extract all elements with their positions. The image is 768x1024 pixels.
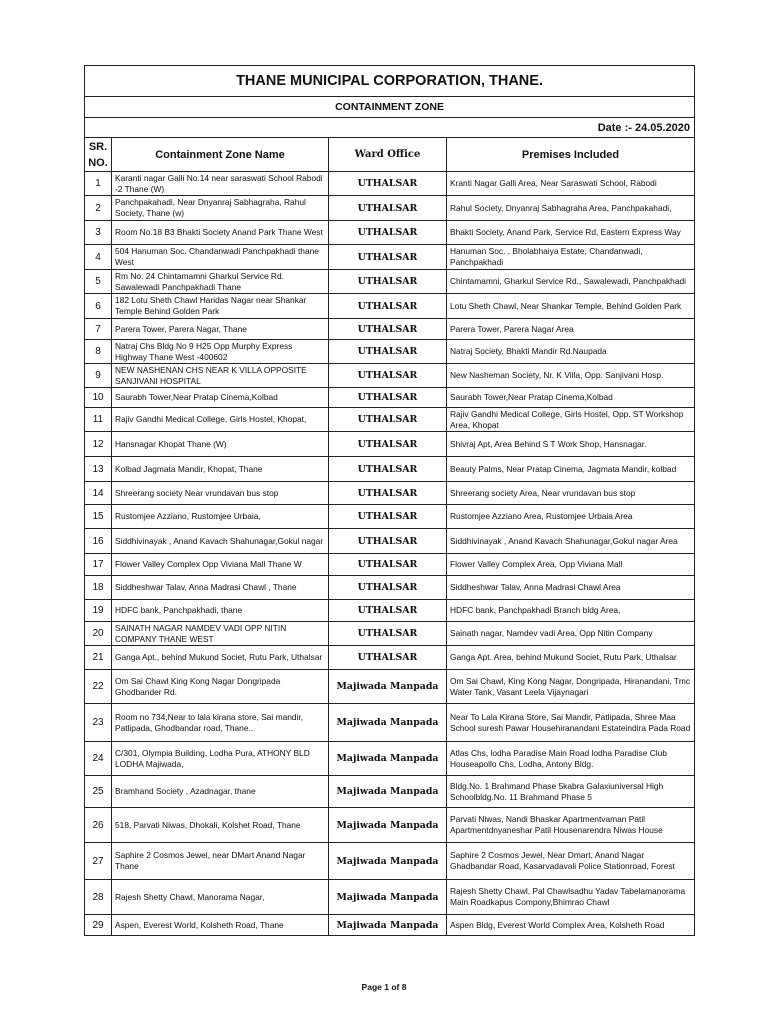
- row-ward-office: UTHALSAR: [329, 245, 447, 270]
- row-sr-no: 12: [85, 432, 112, 457]
- row-ward-office: UTHALSAR: [329, 482, 447, 505]
- row-sr-no: 5: [85, 270, 112, 294]
- table-row: [85, 294, 695, 319]
- table-row: [85, 704, 695, 742]
- page-footer: Page 1 of 8: [361, 982, 407, 992]
- containment-zone-sheet: [84, 65, 694, 936]
- row-premises: Siddhivinayak , Anand Kavach Shahunagar,Gokul nagar Area: [447, 529, 695, 554]
- row-zone-name: Rajesh Shetty Chawl, Manorama Nagar,: [112, 880, 329, 915]
- row-sr-no: 15: [85, 505, 112, 529]
- table-row: [85, 670, 695, 704]
- row-ward-office: UTHALSAR: [329, 622, 447, 646]
- row-zone-name: Kolbad Jagmata Mandir, Khopat, Thane: [112, 457, 329, 482]
- table-row: [85, 245, 695, 270]
- row-zone-name: 504 Hanuman Soc. Chandanwadi Panchpakhadi thane West: [112, 245, 329, 270]
- row-ward-office: UTHALSAR: [329, 319, 447, 340]
- row-zone-name: HDFC bank, Panchpakhadi, thane: [112, 600, 329, 622]
- row-zone-name: 518, Parvati Niwas, Dhokali, Kolshet Road, Thane: [112, 808, 329, 843]
- row-ward-office: Majiwada Manpada: [329, 915, 447, 936]
- table-row: [85, 622, 695, 646]
- document-subtitle: CONTAINMENT ZONE: [85, 97, 695, 118]
- row-premises: Ganga Apt. Area, behind Mukund Societ, Rutu Park, Uthalsar: [447, 646, 695, 670]
- row-premises: Rajesh Shetty Chawl, Pal Chawlsadhu Yadav Tabelamanorama Main Roadkapus Compony,Bhimrao Chawl: [447, 880, 695, 915]
- row-premises: Near To Lala Kirana Store, Sai Mandir, Patlipada, Shree Maa School suresh Pawar Househiranandani Estateindira Pada Road: [447, 704, 695, 742]
- table-row: [85, 915, 695, 936]
- row-premises: Flower Valley Complex Area, Opp Viviana Mall: [447, 554, 695, 576]
- row-premises: Aspen Bldg, Everest World Complex Area, Kolsheth Road: [447, 915, 695, 936]
- row-zone-name: NEW NASHENAN CHS NEAR K VILLA OPPOSITE SANJIVANI HOSPITAL: [112, 364, 329, 388]
- table-header-row: [85, 138, 695, 172]
- row-ward-office: UTHALSAR: [329, 221, 447, 245]
- row-sr-no: 25: [85, 776, 112, 808]
- row-sr-no: 2: [85, 196, 112, 221]
- row-sr-no: 17: [85, 554, 112, 576]
- table-row: [85, 529, 695, 554]
- row-ward-office: UTHALSAR: [329, 432, 447, 457]
- row-sr-no: 4: [85, 245, 112, 270]
- table-row: [85, 432, 695, 457]
- row-zone-name: Room No.18 B3 Bhakti Society Anand Park Thane West: [112, 221, 329, 245]
- row-sr-no: 11: [85, 408, 112, 432]
- row-zone-name: Aspen, Everest World, Kolsheth Road, Thane: [112, 915, 329, 936]
- row-premises: Hanuman Soc. , Bholabhaiya Estate, Chandanwadi, Panchpakhadi: [447, 245, 695, 270]
- row-sr-no: 23: [85, 704, 112, 742]
- row-zone-name: Parera Tower, Parera Nagar, Thane: [112, 319, 329, 340]
- row-sr-no: 16: [85, 529, 112, 554]
- row-sr-no: 3: [85, 221, 112, 245]
- header-sr-no: SR. NO.: [85, 138, 112, 172]
- row-sr-no: 28: [85, 880, 112, 915]
- table-row: [85, 505, 695, 529]
- table-row: [85, 319, 695, 340]
- row-zone-name: Rajiv Gandhi Medical College, Girls Hostel, Khopat,: [112, 408, 329, 432]
- header-zone-name: Containment Zone Name: [112, 138, 329, 172]
- row-zone-name: Saurabh Tower,Near Pratap Cinema,Kolbad: [112, 388, 329, 408]
- row-premises: Atlas Chs, lodha Paradise Main Road lodha Paradise Club Houseapollo Chs, Lodha, Antony Bldg.: [447, 742, 695, 776]
- row-ward-office: UTHALSAR: [329, 457, 447, 482]
- row-premises: Lotu Sheth Chawl, Near Shankar Temple, Behind Golden Park: [447, 294, 695, 319]
- table-row: [85, 196, 695, 221]
- row-zone-name: Room no 734,Near to lala kirana store, Sai mandir, Patlipada, Ghodbandar road, Thane..: [112, 704, 329, 742]
- row-ward-office: Majiwada Manpada: [329, 670, 447, 704]
- row-ward-office: UTHALSAR: [329, 529, 447, 554]
- row-ward-office: UTHALSAR: [329, 388, 447, 408]
- row-premises: Shivraj Apt, Area Behind S T Work Shop, Hansnagar.: [447, 432, 695, 457]
- table-row: [85, 554, 695, 576]
- table-row: [85, 172, 695, 196]
- table-row: [85, 808, 695, 843]
- row-ward-office: Majiwada Manpada: [329, 776, 447, 808]
- row-zone-name: Ganga Apt., behind Mukund Societ, Rutu Park, Uthalsar: [112, 646, 329, 670]
- row-sr-no: 19: [85, 600, 112, 622]
- table-row: [85, 457, 695, 482]
- row-sr-no: 27: [85, 843, 112, 880]
- table-row: [85, 408, 695, 432]
- row-ward-office: Majiwada Manpada: [329, 808, 447, 843]
- row-premises: HDFC bank, Panchpakhadi Branch bldg Area,: [447, 600, 695, 622]
- row-sr-no: 7: [85, 319, 112, 340]
- row-zone-name: Rustomjee Azziano, Rustomjee Urbaia,: [112, 505, 329, 529]
- row-ward-office: UTHALSAR: [329, 196, 447, 221]
- row-zone-name: Panchpakahadi, Near Dnyanraj Sabhagraha, Rahul Society, Thane (w): [112, 196, 329, 221]
- row-ward-office: UTHALSAR: [329, 600, 447, 622]
- containment-zone-table: [84, 65, 695, 936]
- row-zone-name: Flower Valley Complex Opp Viviana Mall Thane W: [112, 554, 329, 576]
- row-sr-no: 29: [85, 915, 112, 936]
- row-sr-no: 8: [85, 340, 112, 364]
- table-row: [85, 776, 695, 808]
- row-ward-office: Majiwada Manpada: [329, 704, 447, 742]
- table-row: [85, 340, 695, 364]
- row-zone-name: Rm No. 24 Chintamamni Gharkul Service Rd. Sawalewadi Panchpakhadi Thane: [112, 270, 329, 294]
- row-ward-office: UTHALSAR: [329, 294, 447, 319]
- row-premises: Rustomjee Azziano Area, Rustomjee Urbaia Area: [447, 505, 695, 529]
- row-premises: Shreerang society Area, Near vrundavan bus stop: [447, 482, 695, 505]
- table-row: [85, 270, 695, 294]
- row-premises: Parvati Niwas, Nandi Bhaskar Apartmentvaman Patil Apartmentdnyaneshar Patil Housenarendra Niwas House: [447, 808, 695, 843]
- row-zone-name: C/301, Olympia Building, Lodha Pura, ATHONY BLD LODHA Majiwada,: [112, 742, 329, 776]
- row-premises: Saphire 2 Cosmos Jewel, Near Dmart, Anand Nagar Ghadbandar Road, Kasarvadavali Police Stationroad, Forest: [447, 843, 695, 880]
- row-zone-name: Siddheshwar Talav, Anna Madrasi Chawl , Thane: [112, 576, 329, 600]
- row-ward-office: UTHALSAR: [329, 408, 447, 432]
- table-row: [85, 600, 695, 622]
- row-sr-no: 10: [85, 388, 112, 408]
- row-premises: Parera Tower, Parera Nagar Area: [447, 319, 695, 340]
- header-ward-office: Ward Office: [329, 138, 447, 172]
- table-row: [85, 221, 695, 245]
- row-premises: Bhakti Society, Anand Park, Service Rd, Eastern Express Way: [447, 221, 695, 245]
- row-premises: Rajiv Gandhi Medical College, Girls Hostel, Opp. ST Workshop Area, Khopat: [447, 408, 695, 432]
- table-row: [85, 646, 695, 670]
- row-sr-no: 9: [85, 364, 112, 388]
- row-premises: Om Sai Chawl, King Kong Nagar, Dongripada, Hiranandani, Tmc Water Tank, Vasant Leela Vijaynagari: [447, 670, 695, 704]
- row-sr-no: 13: [85, 457, 112, 482]
- table-row: [85, 482, 695, 505]
- row-ward-office: UTHALSAR: [329, 646, 447, 670]
- document-date: Date :- 24.05.2020: [85, 118, 695, 138]
- row-premises: Beauty Palms, Near Pratap Cinema, Jagmata Mandir, kolbad: [447, 457, 695, 482]
- table-row: [85, 742, 695, 776]
- row-sr-no: 1: [85, 172, 112, 196]
- row-ward-office: UTHALSAR: [329, 172, 447, 196]
- row-ward-office: Majiwada Manpada: [329, 742, 447, 776]
- row-premises: Siddheshwar Talav, Anna Madrasi Chawl Area: [447, 576, 695, 600]
- row-zone-name: Karanti nagar Galli No.14 near saraswati School Rabodi -2 Thane (W): [112, 172, 329, 196]
- row-zone-name: Siddhivinayak , Anand Kavach Shahunagar,Gokul nagar: [112, 529, 329, 554]
- row-premises: New Nasheman Society, Nr. K Villa, Opp. Sanjivani Hosp.: [447, 364, 695, 388]
- row-ward-office: Majiwada Manpada: [329, 880, 447, 915]
- row-premises: Sainath nagar, Namdev vadi Area, Opp Nitin Company: [447, 622, 695, 646]
- table-row: [85, 576, 695, 600]
- row-zone-name: SAINATH NAGAR NAMDEV VADI OPP NITIN COMPANY THANE WEST: [112, 622, 329, 646]
- table-row: [85, 388, 695, 408]
- row-premises: Chintamamni, Gharkul Service Rd., Sawalewadi, Panchpakhadi: [447, 270, 695, 294]
- row-ward-office: UTHALSAR: [329, 364, 447, 388]
- table-row: [85, 880, 695, 915]
- row-sr-no: 20: [85, 622, 112, 646]
- row-sr-no: 26: [85, 808, 112, 843]
- row-zone-name: Saphire 2 Cosmos Jewel, near DMart Anand Nagar Thane: [112, 843, 329, 880]
- row-zone-name: Bramhand Society , Azadnagar, thane: [112, 776, 329, 808]
- row-zone-name: 182 Lotu Sheth Chawl Haridas Nagar near Shankar Temple Behind Golden Park: [112, 294, 329, 319]
- row-premises: Natraj Society, Bhakti Mandir Rd.Naupada: [447, 340, 695, 364]
- row-premises: Saurabh Tower,Near Pratap Cinema,Kolbad: [447, 388, 695, 408]
- row-zone-name: Hansnagar Khopat Thane (W): [112, 432, 329, 457]
- row-sr-no: 6: [85, 294, 112, 319]
- row-sr-no: 14: [85, 482, 112, 505]
- row-premises: Kranti Nagar Galli Area, Near Saraswati School, Rabodi: [447, 172, 695, 196]
- row-ward-office: UTHALSAR: [329, 554, 447, 576]
- row-sr-no: 22: [85, 670, 112, 704]
- row-ward-office: UTHALSAR: [329, 340, 447, 364]
- row-ward-office: UTHALSAR: [329, 270, 447, 294]
- row-sr-no: 18: [85, 576, 112, 600]
- row-sr-no: 24: [85, 742, 112, 776]
- row-zone-name: Om Sai Chawl King Kong Nagar Dongripada Ghodbander Rd.: [112, 670, 329, 704]
- row-premises: Bldg.No. 1 Brahmand Phase 5kabra Galaxiuniversal High Schoolbldg.No. 11 Brahmand Phase 5: [447, 776, 695, 808]
- row-premises: Rahul Society, Dnyanraj Sabhagraha Area, Panchpakahadi,: [447, 196, 695, 221]
- row-ward-office: UTHALSAR: [329, 576, 447, 600]
- table-row: [85, 364, 695, 388]
- row-zone-name: Natraj Chs Bldg No 9 H25 Opp Murphy Express Highway Thane West -400602: [112, 340, 329, 364]
- table-row: [85, 843, 695, 880]
- row-ward-office: UTHALSAR: [329, 505, 447, 529]
- row-sr-no: 21: [85, 646, 112, 670]
- header-premises: Premises Included: [447, 138, 695, 172]
- document-title: THANE MUNICIPAL CORPORATION, THANE.: [85, 66, 695, 97]
- row-ward-office: Majiwada Manpada: [329, 843, 447, 880]
- row-zone-name: Shreerang society Near vrundavan bus stop: [112, 482, 329, 505]
